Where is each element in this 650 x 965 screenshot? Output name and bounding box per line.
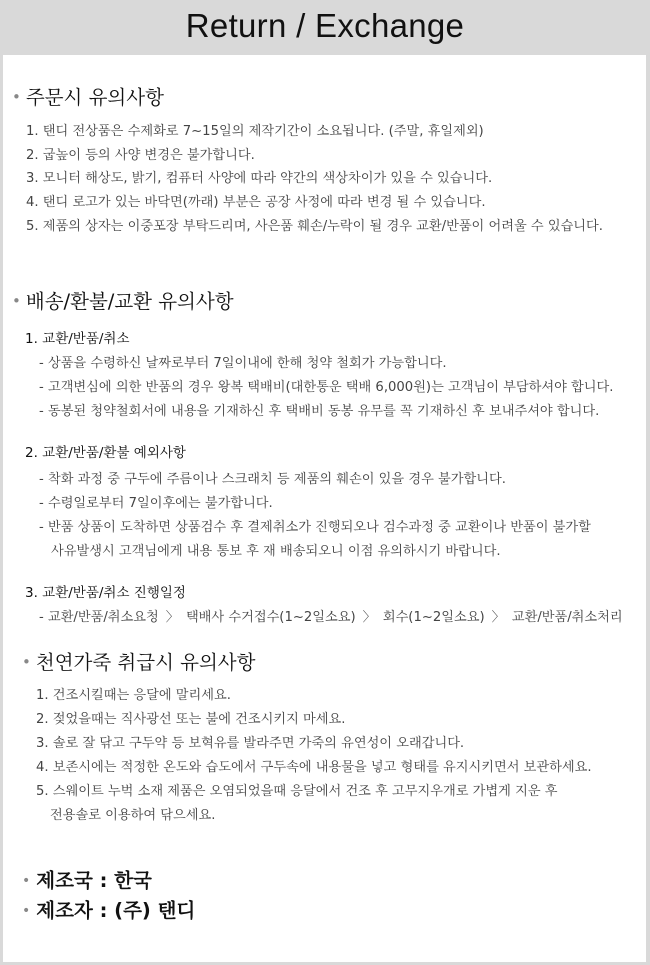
exception-item: - 착화 과정 중 구두에 주름이나 스크래치 등 제품의 훼손이 있을 경우 불가합니다. xyxy=(39,472,506,487)
process-step: 교환/반품/취소처리 xyxy=(511,610,623,625)
bullet-icon: • xyxy=(22,873,31,889)
leather-care-item: 1. 건조시킬때는 응달에 말리세요. xyxy=(36,688,231,703)
leather-care-item: 전용솔로 이용하여 닦으세요. xyxy=(50,808,216,823)
leather-care-item: 4. 보존시에는 적정한 온도와 습도에서 구두속에 내용물을 넣고 형태를 유지시키면서 보관하세요. xyxy=(36,760,592,775)
bullet-icon: • xyxy=(22,653,31,671)
country-of-origin: • 제조국 : 한국 xyxy=(22,869,152,892)
delivery-item: - 고객변심에 의한 반품의 경우 왕복 택배비(대한통운 택배 6,000원)는 고객님이 부담하셔야 합니다. xyxy=(39,380,614,395)
process-step: 회수(1~2일소요) xyxy=(382,610,485,625)
chevron-right-icon: 〉 xyxy=(491,610,505,625)
order-notice-item: 3. 모니터 해상도, 밝기, 컴퓨터 사양에 따라 약간의 색상차이가 있을 수 있습니다. xyxy=(26,171,493,186)
chevron-right-icon: 〉 xyxy=(362,610,376,625)
page-title: Return / Exchange xyxy=(185,7,465,44)
process-step: - 교환/반품/취소요청 xyxy=(39,610,159,625)
delivery-item: - 동봉된 청약철회서에 내용을 기재하신 후 택배비 동봉 유무를 꼭 기재하신 후 보내주셔야 합니다. xyxy=(39,404,600,419)
manufacturer: • 제조자 : (주) 탠디 xyxy=(22,899,196,922)
bullet-icon: • xyxy=(12,292,21,310)
order-notice-item: 2. 굽높이 등의 사양 변경은 불가합니다. xyxy=(26,148,255,163)
order-notice-item: 4. 탠디 로고가 있는 바닥면(까래) 부분은 공장 사정에 따라 변경 될 수 있습니다. xyxy=(26,195,486,210)
bullet-icon: • xyxy=(12,88,21,106)
leather-care-item: 5. 스웨이트 누벅 소재 제품은 오염되었을때 응달에서 건조 후 고무지우개로 가볍게 지운 후 xyxy=(36,784,558,799)
bullet-icon: • xyxy=(22,903,31,919)
section-leather-care-title: • 천연가죽 취급시 유의사항 xyxy=(22,651,256,674)
process-steps xyxy=(39,606,623,625)
exception-item: - 반품 상품이 도착하면 상품검수 후 결제취소가 진행되오나 검수과정 중 교환이나 반품이 불가할 xyxy=(39,520,591,535)
subsection-title: 1. 교환/반품/취소 xyxy=(25,331,130,347)
process-step: 택배사 수거접수(1~2일소요) xyxy=(185,610,356,625)
header-bar xyxy=(0,0,650,52)
leather-care-item: 2. 젖었을때는 직사광선 또는 불에 건조시키지 마세요. xyxy=(36,712,346,727)
chevron-right-icon: 〉 xyxy=(165,610,179,625)
subsection-title: 3. 교환/반품/취소 진행일정 xyxy=(25,585,186,601)
order-notice-item: 1. 탠디 전상품은 수제화로 7~15일의 제작기간이 소요됩니다. (주말, 휴일제외) xyxy=(26,124,484,139)
section-order-notice-title: • 주문시 유의사항 xyxy=(12,86,164,109)
exception-item: 사유발생시 고객님에게 내용 통보 후 재 배송되오니 이점 유의하시기 바랍니다. xyxy=(51,544,501,559)
order-notice-item: 5. 제품의 상자는 이중포장 부탁드리며, 사은품 훼손/누락이 될 경우 교환/반품이 어려울 수 있습니다. xyxy=(26,219,603,234)
exception-item: - 수령일로부터 7일이후에는 불가합니다. xyxy=(39,496,273,511)
content-panel xyxy=(3,55,646,962)
section-delivery-notice-title: • 배송/환불/교환 유의사항 xyxy=(12,290,234,313)
subsection-title: 2. 교환/반품/환불 예외사항 xyxy=(25,445,186,461)
leather-care-item: 3. 솔로 잘 닦고 구두약 등 보혁유를 발라주면 가죽의 유연성이 오래갑니다. xyxy=(36,736,465,751)
delivery-item: - 상품을 수령하신 날짜로부터 7일이내에 한해 청약 철회가 가능합니다. xyxy=(39,356,447,371)
